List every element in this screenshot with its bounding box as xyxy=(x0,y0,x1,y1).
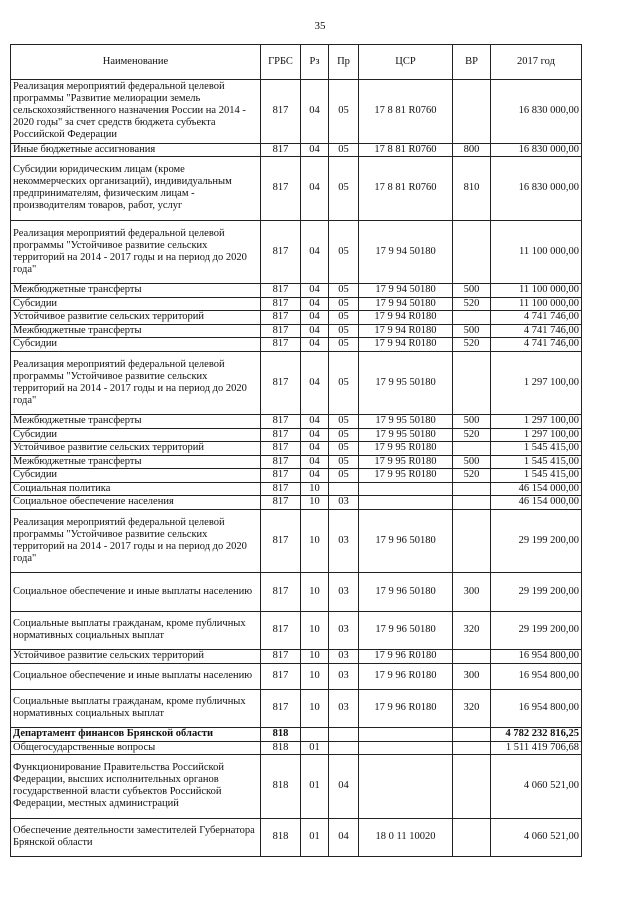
row-csr-cell: 17 9 95 50180 xyxy=(359,415,453,429)
row-amount-cell: 4 741 746,00 xyxy=(491,311,582,325)
row-csr-cell xyxy=(359,496,453,510)
table-row xyxy=(11,482,582,496)
row-rz-cell: 04 xyxy=(301,428,329,442)
row-csr-cell: 17 9 94 R0180 xyxy=(359,324,453,338)
row-pr-cell: 03 xyxy=(329,611,359,650)
header-rz: Рз xyxy=(301,45,329,80)
row-grbs-cell: 818 xyxy=(261,728,301,742)
row-pr-cell: 05 xyxy=(329,143,359,157)
row-rz-cell: 04 xyxy=(301,80,329,144)
row-amount-cell: 11 100 000,00 xyxy=(491,297,582,311)
row-amount-cell: 16 830 000,00 xyxy=(491,80,582,144)
row-grbs-cell: 817 xyxy=(261,611,301,650)
row-grbs-cell: 817 xyxy=(261,442,301,456)
row-rz-cell: 04 xyxy=(301,455,329,469)
row-grbs-cell: 818 xyxy=(261,755,301,819)
row-name-cell: Департамент финансов Брянской области xyxy=(11,728,261,742)
row-amount-cell: 4 741 746,00 xyxy=(491,338,582,352)
row-grbs-cell: 817 xyxy=(261,663,301,689)
row-grbs-cell: 817 xyxy=(261,455,301,469)
row-pr-cell: 03 xyxy=(329,573,359,612)
row-name-cell: Межбюджетные трансферты xyxy=(11,415,261,429)
row-vr-cell xyxy=(453,741,491,755)
table-row xyxy=(11,297,582,311)
row-csr-cell: 17 9 96 R0180 xyxy=(359,663,453,689)
row-grbs-cell: 817 xyxy=(261,428,301,442)
table-row xyxy=(11,284,582,298)
row-csr-cell: 17 9 95 50180 xyxy=(359,351,453,415)
row-pr-cell: 05 xyxy=(329,284,359,298)
row-rz-cell: 01 xyxy=(301,818,329,857)
table-row xyxy=(11,689,582,728)
table-row xyxy=(11,496,582,510)
row-pr-cell xyxy=(329,482,359,496)
row-pr-cell: 05 xyxy=(329,311,359,325)
row-pr-cell: 05 xyxy=(329,455,359,469)
row-pr-cell: 05 xyxy=(329,297,359,311)
row-grbs-cell: 817 xyxy=(261,351,301,415)
row-rz-cell: 04 xyxy=(301,284,329,298)
row-grbs-cell: 817 xyxy=(261,157,301,221)
row-amount-cell: 4 060 521,00 xyxy=(491,818,582,857)
row-grbs-cell: 817 xyxy=(261,284,301,298)
row-grbs-cell: 817 xyxy=(261,311,301,325)
row-name-cell: Реализация мероприятий федеральной целевой программы "Развитие мелиорации земель сельскохозяйственного назначения России на 2014 - 2020 годы" за счет средств бюджета субъекта Российской Федерации xyxy=(11,80,261,144)
row-rz-cell: 04 xyxy=(301,143,329,157)
row-pr-cell: 05 xyxy=(329,324,359,338)
row-csr-cell: 17 9 94 50180 xyxy=(359,284,453,298)
row-rz-cell: 04 xyxy=(301,338,329,352)
row-csr-cell xyxy=(359,482,453,496)
row-vr-cell xyxy=(453,755,491,819)
row-name-cell: Социальная политика xyxy=(11,482,261,496)
row-rz-cell: 04 xyxy=(301,311,329,325)
header-vr: ВР xyxy=(453,45,491,80)
row-vr-cell xyxy=(453,311,491,325)
row-amount-cell: 4 060 521,00 xyxy=(491,755,582,819)
row-grbs-cell: 818 xyxy=(261,818,301,857)
row-amount-cell: 16 954 800,00 xyxy=(491,650,582,664)
row-vr-cell: 300 xyxy=(453,573,491,612)
row-rz-cell: 04 xyxy=(301,415,329,429)
row-name-cell: Межбюджетные трансферты xyxy=(11,455,261,469)
row-pr-cell: 05 xyxy=(329,338,359,352)
row-csr-cell xyxy=(359,728,453,742)
row-vr-cell xyxy=(453,650,491,664)
row-pr-cell: 03 xyxy=(329,509,359,573)
table-row xyxy=(11,143,582,157)
row-vr-cell: 500 xyxy=(453,455,491,469)
row-pr-cell: 03 xyxy=(329,496,359,510)
row-csr-cell: 17 9 95 R0180 xyxy=(359,469,453,483)
row-grbs-cell: 817 xyxy=(261,297,301,311)
table-row xyxy=(11,469,582,483)
row-name-cell: Социальные выплаты гражданам, кроме публичных нормативных социальных выплат xyxy=(11,689,261,728)
row-name-cell: Реализация мероприятий федеральной целевой программы "Устойчивое развитие сельских территорий на 2014 - 2017 годы и на период до 2020 года" xyxy=(11,351,261,415)
row-name-cell: Реализация мероприятий федеральной целевой программы "Устойчивое развитие сельских территорий на 2014 - 2017 годы и на период до 2020 года" xyxy=(11,220,261,284)
row-vr-cell xyxy=(453,509,491,573)
row-rz-cell: 04 xyxy=(301,351,329,415)
row-amount-cell: 16 954 800,00 xyxy=(491,689,582,728)
table-row xyxy=(11,755,582,819)
table-row xyxy=(11,611,582,650)
row-csr-cell: 17 9 95 R0180 xyxy=(359,442,453,456)
table-body xyxy=(11,80,582,857)
row-csr-cell: 17 9 94 50180 xyxy=(359,220,453,284)
table-row xyxy=(11,728,582,742)
row-name-cell: Иные бюджетные ассигнования xyxy=(11,143,261,157)
row-rz-cell: 10 xyxy=(301,509,329,573)
row-pr-cell xyxy=(329,741,359,755)
row-amount-cell: 46 154 000,00 xyxy=(491,496,582,510)
row-name-cell: Социальное обеспечение и иные выплаты населению xyxy=(11,663,261,689)
row-amount-cell: 11 100 000,00 xyxy=(491,284,582,298)
row-name-cell: Межбюджетные трансферты xyxy=(11,324,261,338)
row-rz-cell: 10 xyxy=(301,663,329,689)
row-rz-cell: 04 xyxy=(301,442,329,456)
header-name: Наименование xyxy=(11,45,261,80)
row-pr-cell: 05 xyxy=(329,80,359,144)
row-grbs-cell: 817 xyxy=(261,482,301,496)
row-amount-cell: 16 830 000,00 xyxy=(491,143,582,157)
header-csr: ЦСР xyxy=(359,45,453,80)
row-amount-cell: 1 545 415,00 xyxy=(491,455,582,469)
row-csr-cell xyxy=(359,741,453,755)
row-name-cell: Реализация мероприятий федеральной целевой программы "Устойчивое развитие сельских территорий на 2014 - 2017 годы и на период до 2020 года" xyxy=(11,509,261,573)
table-row xyxy=(11,311,582,325)
row-csr-cell: 17 9 96 50180 xyxy=(359,509,453,573)
row-grbs-cell: 817 xyxy=(261,415,301,429)
page-number: 35 xyxy=(314,20,326,32)
row-name-cell: Устойчивое развитие сельских территорий xyxy=(11,311,261,325)
row-vr-cell: 800 xyxy=(453,143,491,157)
row-vr-cell: 320 xyxy=(453,689,491,728)
row-vr-cell: 300 xyxy=(453,663,491,689)
row-pr-cell: 03 xyxy=(329,663,359,689)
table-row xyxy=(11,818,582,857)
row-name-cell: Субсидии xyxy=(11,297,261,311)
row-name-cell: Функционирование Правительства Российской Федерации, высших исполнительных органов государственной власти субъектов Российской Федерации, местных администраций xyxy=(11,755,261,819)
row-amount-cell: 4 741 746,00 xyxy=(491,324,582,338)
row-rz-cell: 10 xyxy=(301,689,329,728)
row-vr-cell: 500 xyxy=(453,324,491,338)
row-pr-cell: 03 xyxy=(329,650,359,664)
row-rz-cell: 10 xyxy=(301,611,329,650)
row-pr-cell: 05 xyxy=(329,428,359,442)
table-row xyxy=(11,573,582,612)
row-grbs-cell: 818 xyxy=(261,741,301,755)
row-vr-cell: 810 xyxy=(453,157,491,221)
row-grbs-cell: 817 xyxy=(261,80,301,144)
row-grbs-cell: 817 xyxy=(261,496,301,510)
row-amount-cell: 11 100 000,00 xyxy=(491,220,582,284)
row-csr-cell xyxy=(359,755,453,819)
row-csr-cell: 17 9 94 R0180 xyxy=(359,311,453,325)
table-row xyxy=(11,351,582,415)
row-csr-cell: 17 8 81 R0760 xyxy=(359,143,453,157)
table-row xyxy=(11,338,582,352)
row-amount-cell: 1 297 100,00 xyxy=(491,351,582,415)
row-vr-cell xyxy=(453,220,491,284)
row-pr-cell: 04 xyxy=(329,755,359,819)
row-amount-cell: 1 297 100,00 xyxy=(491,415,582,429)
row-vr-cell: 520 xyxy=(453,469,491,483)
row-vr-cell: 500 xyxy=(453,415,491,429)
table-row xyxy=(11,80,582,144)
row-name-cell: Субсидии xyxy=(11,469,261,483)
row-amount-cell: 1 545 415,00 xyxy=(491,442,582,456)
row-grbs-cell: 817 xyxy=(261,509,301,573)
row-name-cell: Субсидии xyxy=(11,428,261,442)
row-rz-cell: 01 xyxy=(301,741,329,755)
row-csr-cell: 17 9 96 50180 xyxy=(359,573,453,612)
table-row xyxy=(11,220,582,284)
row-vr-cell xyxy=(453,728,491,742)
row-rz-cell: 04 xyxy=(301,297,329,311)
row-amount-cell: 16 830 000,00 xyxy=(491,157,582,221)
row-grbs-cell: 817 xyxy=(261,338,301,352)
row-name-cell: Обеспечение деятельности заместителей Губернатора Брянской области xyxy=(11,818,261,857)
row-vr-cell: 500 xyxy=(453,284,491,298)
table-row xyxy=(11,428,582,442)
table-header-row xyxy=(11,45,582,80)
row-name-cell: Межбюджетные трансферты xyxy=(11,284,261,298)
row-amount-cell: 29 199 200,00 xyxy=(491,611,582,650)
row-name-cell: Субсидии xyxy=(11,338,261,352)
table-row xyxy=(11,442,582,456)
row-grbs-cell: 817 xyxy=(261,573,301,612)
row-rz-cell: 04 xyxy=(301,324,329,338)
row-vr-cell xyxy=(453,442,491,456)
table-row xyxy=(11,741,582,755)
row-vr-cell xyxy=(453,80,491,144)
row-name-cell: Устойчивое развитие сельских территорий xyxy=(11,442,261,456)
row-vr-cell xyxy=(453,482,491,496)
row-pr-cell: 05 xyxy=(329,351,359,415)
row-pr-cell xyxy=(329,728,359,742)
row-rz-cell: 10 xyxy=(301,573,329,612)
row-grbs-cell: 817 xyxy=(261,469,301,483)
row-amount-cell: 16 954 800,00 xyxy=(491,663,582,689)
row-amount-cell: 29 199 200,00 xyxy=(491,573,582,612)
row-vr-cell xyxy=(453,496,491,510)
row-csr-cell: 17 8 81 R0760 xyxy=(359,157,453,221)
row-amount-cell: 1 511 419 706,68 xyxy=(491,741,582,755)
row-amount-cell: 4 782 232 816,25 xyxy=(491,728,582,742)
row-vr-cell: 520 xyxy=(453,428,491,442)
row-vr-cell: 520 xyxy=(453,297,491,311)
table-row xyxy=(11,509,582,573)
row-rz-cell: 10 xyxy=(301,650,329,664)
row-csr-cell: 17 9 96 R0180 xyxy=(359,689,453,728)
row-pr-cell: 04 xyxy=(329,818,359,857)
row-csr-cell: 18 0 11 10020 xyxy=(359,818,453,857)
budget-table xyxy=(10,44,582,857)
row-csr-cell: 17 8 81 R0760 xyxy=(359,80,453,144)
row-name-cell: Социальное обеспечение населения xyxy=(11,496,261,510)
row-rz-cell: 04 xyxy=(301,220,329,284)
row-name-cell: Социальные выплаты гражданам, кроме публичных нормативных социальных выплат xyxy=(11,611,261,650)
row-name-cell: Субсидии юридическим лицам (кроме некоммерческих организаций), индивидуальным предпринимателям, физическим лицам - производителям товаров, работ, услуг xyxy=(11,157,261,221)
row-grbs-cell: 817 xyxy=(261,324,301,338)
row-amount-cell: 1 545 415,00 xyxy=(491,469,582,483)
row-vr-cell: 520 xyxy=(453,338,491,352)
row-rz-cell xyxy=(301,728,329,742)
row-name-cell: Устойчивое развитие сельских территорий xyxy=(11,650,261,664)
row-csr-cell: 17 9 94 R0180 xyxy=(359,338,453,352)
row-name-cell: Социальное обеспечение и иные выплаты населению xyxy=(11,573,261,612)
row-csr-cell: 17 9 95 50180 xyxy=(359,428,453,442)
row-amount-cell: 46 154 000,00 xyxy=(491,482,582,496)
row-grbs-cell: 817 xyxy=(261,650,301,664)
row-csr-cell: 17 9 94 50180 xyxy=(359,297,453,311)
row-pr-cell: 05 xyxy=(329,157,359,221)
row-name-cell: Общегосударственные вопросы xyxy=(11,741,261,755)
header-pr: Пр xyxy=(329,45,359,80)
row-vr-cell xyxy=(453,818,491,857)
row-amount-cell: 1 297 100,00 xyxy=(491,428,582,442)
table-row xyxy=(11,455,582,469)
table-row xyxy=(11,650,582,664)
row-grbs-cell: 817 xyxy=(261,689,301,728)
row-grbs-cell: 817 xyxy=(261,143,301,157)
row-csr-cell: 17 9 96 50180 xyxy=(359,611,453,650)
header-grbs: ГРБС xyxy=(261,45,301,80)
table-row xyxy=(11,157,582,221)
table-row xyxy=(11,324,582,338)
header-amount: 2017 год xyxy=(491,45,582,80)
row-amount-cell: 29 199 200,00 xyxy=(491,509,582,573)
row-pr-cell: 05 xyxy=(329,220,359,284)
row-rz-cell: 10 xyxy=(301,496,329,510)
row-csr-cell: 17 9 96 R0180 xyxy=(359,650,453,664)
row-rz-cell: 10 xyxy=(301,482,329,496)
table-row xyxy=(11,663,582,689)
row-pr-cell: 05 xyxy=(329,415,359,429)
row-rz-cell: 04 xyxy=(301,469,329,483)
row-grbs-cell: 817 xyxy=(261,220,301,284)
row-vr-cell: 320 xyxy=(453,611,491,650)
row-pr-cell: 03 xyxy=(329,689,359,728)
row-vr-cell xyxy=(453,351,491,415)
row-pr-cell: 05 xyxy=(329,469,359,483)
row-pr-cell: 05 xyxy=(329,442,359,456)
table-row xyxy=(11,415,582,429)
row-rz-cell: 01 xyxy=(301,755,329,819)
row-rz-cell: 04 xyxy=(301,157,329,221)
row-csr-cell: 17 9 95 R0180 xyxy=(359,455,453,469)
